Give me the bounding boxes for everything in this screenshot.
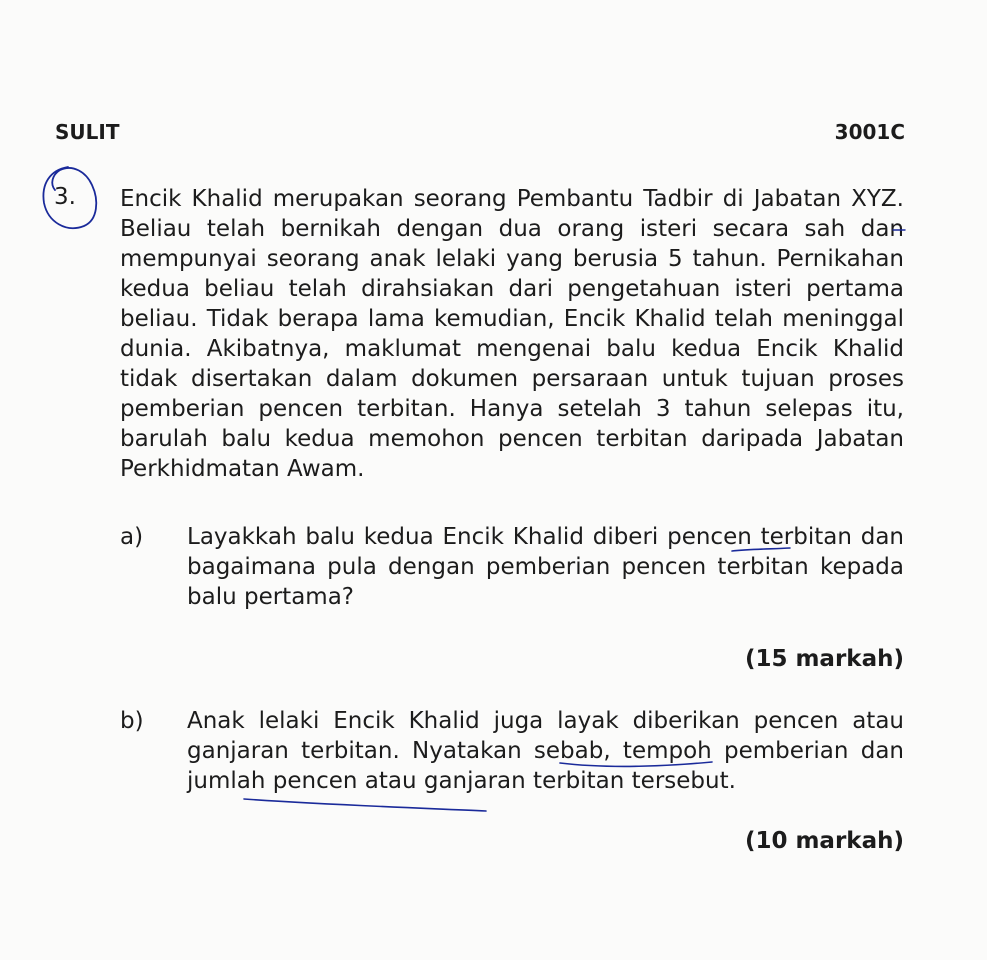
header-paper-code: 3001C: [834, 120, 905, 144]
part-a-marks: (15 markah): [744, 646, 904, 672]
part-b-label: b): [120, 708, 144, 734]
part-b-marks: (10 markah): [744, 828, 904, 854]
question-paragraph: Encik Khalid merupakan seorang Pembantu Tadbir di Jabatan XYZ. Beliau telah bernikah dengan dua orang isteri secara sah dan mempunyai seorang anak lelaki yang berusia 5 tahun. Pernikahan kedua beliau telah dirahsiakan dari pengetahuan isteri pertama beliau. Tidak berapa lama kemudian, Encik Khalid telah meninggal dunia. Akibatnya, maklumat mengenai balu kedua Encik Khalid tidak disertakan dalam dokumen persaraan untuk tujuan proses pemberian pencen terbitan. Hanya setelah 3 tahun selepas itu, barulah balu kedua memohon pencen terbitan daripada Jabatan Perkhidmatan Awam.: [120, 186, 904, 482]
header-sulit: SULIT: [55, 120, 120, 144]
underline-jumlah-pencen: [244, 799, 486, 811]
part-a-text: Layakkah balu kedua Encik Khalid diberi pencen terbitan dan bagaimana pula dengan pemberian pencen terbitan kepada balu pertama?: [187, 524, 904, 610]
question-number: 3.: [54, 184, 76, 210]
part-b-text: Anak lelaki Encik Khalid juga layak diberikan pencen atau ganjaran terbitan. Nyatakan sebab, tempoh pemberian dan jumlah pencen atau ganjaran terbitan tersebut.: [187, 708, 904, 794]
part-a-label: a): [120, 524, 144, 550]
